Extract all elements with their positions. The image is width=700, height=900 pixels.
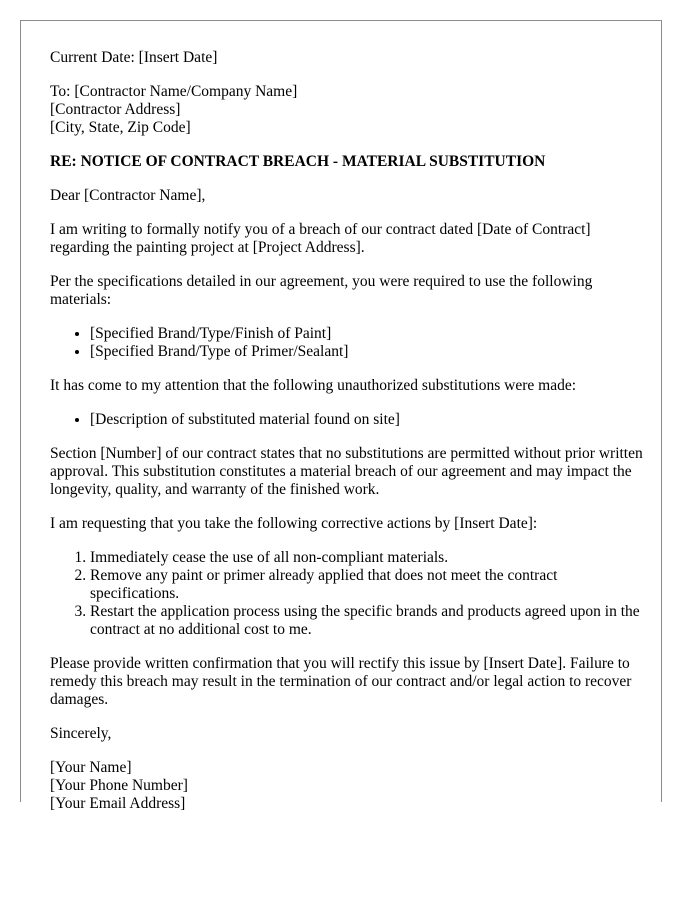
request-paragraph: I am requesting that you take the following corrective actions by [Insert Date]: — [50, 515, 538, 532]
recipient-address: [Contractor Address] — [50, 101, 181, 118]
list-item: • [Specified Brand/Type/Finish of Paint] — [90, 325, 646, 343]
confirm-paragraph: Please provide written confirmation that you will rectify this issue by [Insert Date]. Failure to remedy this breach may result in the termination of our contract and/or legal action to recover damages. — [50, 655, 632, 708]
list-item: • [Specified Brand/Type of Primer/Sealant] — [90, 343, 646, 361]
list-item: 1. Immediately cease the use of all non-compliant materials. — [90, 549, 646, 567]
salutation: Dear [Contractor Name], — [50, 187, 206, 204]
subject-line: RE: NOTICE OF CONTRACT BREACH - MATERIAL SUBSTITUTION — [50, 153, 546, 170]
list-item: 2. Remove any paint or primer already applied that does not meet the contract specifications. — [90, 567, 646, 603]
recipient-name: To: [Contractor Name/Company Name] — [50, 83, 298, 100]
closing: Sincerely, — [50, 725, 112, 742]
specified-materials-list — [50, 325, 646, 361]
signature-email: [Your Email Address] — [50, 795, 186, 812]
letter-page — [20, 20, 662, 812]
signature-name: [Your Name] — [50, 759, 132, 776]
specs-paragraph: Per the specifications detailed in our agreement, you were required to use the following materials: — [50, 273, 593, 308]
section-paragraph: Section [Number] of our contract states that no substitutions are permitted without prior written approval. This substitution constitutes a material breach of our agreement and may impact the longevity, quality, and warranty of the finished work. — [50, 445, 643, 498]
signature-block — [50, 759, 646, 813]
recipient-block — [50, 83, 646, 137]
corrective-actions-list — [50, 549, 646, 639]
intro-paragraph: I am writing to formally notify you of a breach of our contract dated [Date of Contract] regarding the painting project at [Project Address]. — [50, 221, 591, 256]
attention-paragraph: It has come to my attention that the following unauthorized substitutions were made: — [50, 377, 577, 394]
substitutions-list — [50, 411, 646, 429]
signature-phone: [Your Phone Number] — [50, 777, 188, 794]
list-item: 3. Restart the application process using the specific brands and products agreed upon in the contract at no additional cost to me. — [90, 603, 646, 639]
current-date: Current Date: [Insert Date] — [50, 49, 218, 66]
letter-body — [50, 21, 646, 829]
recipient-city: [City, State, Zip Code] — [50, 119, 191, 136]
list-item: • [Description of substituted material found on site] — [90, 411, 646, 429]
